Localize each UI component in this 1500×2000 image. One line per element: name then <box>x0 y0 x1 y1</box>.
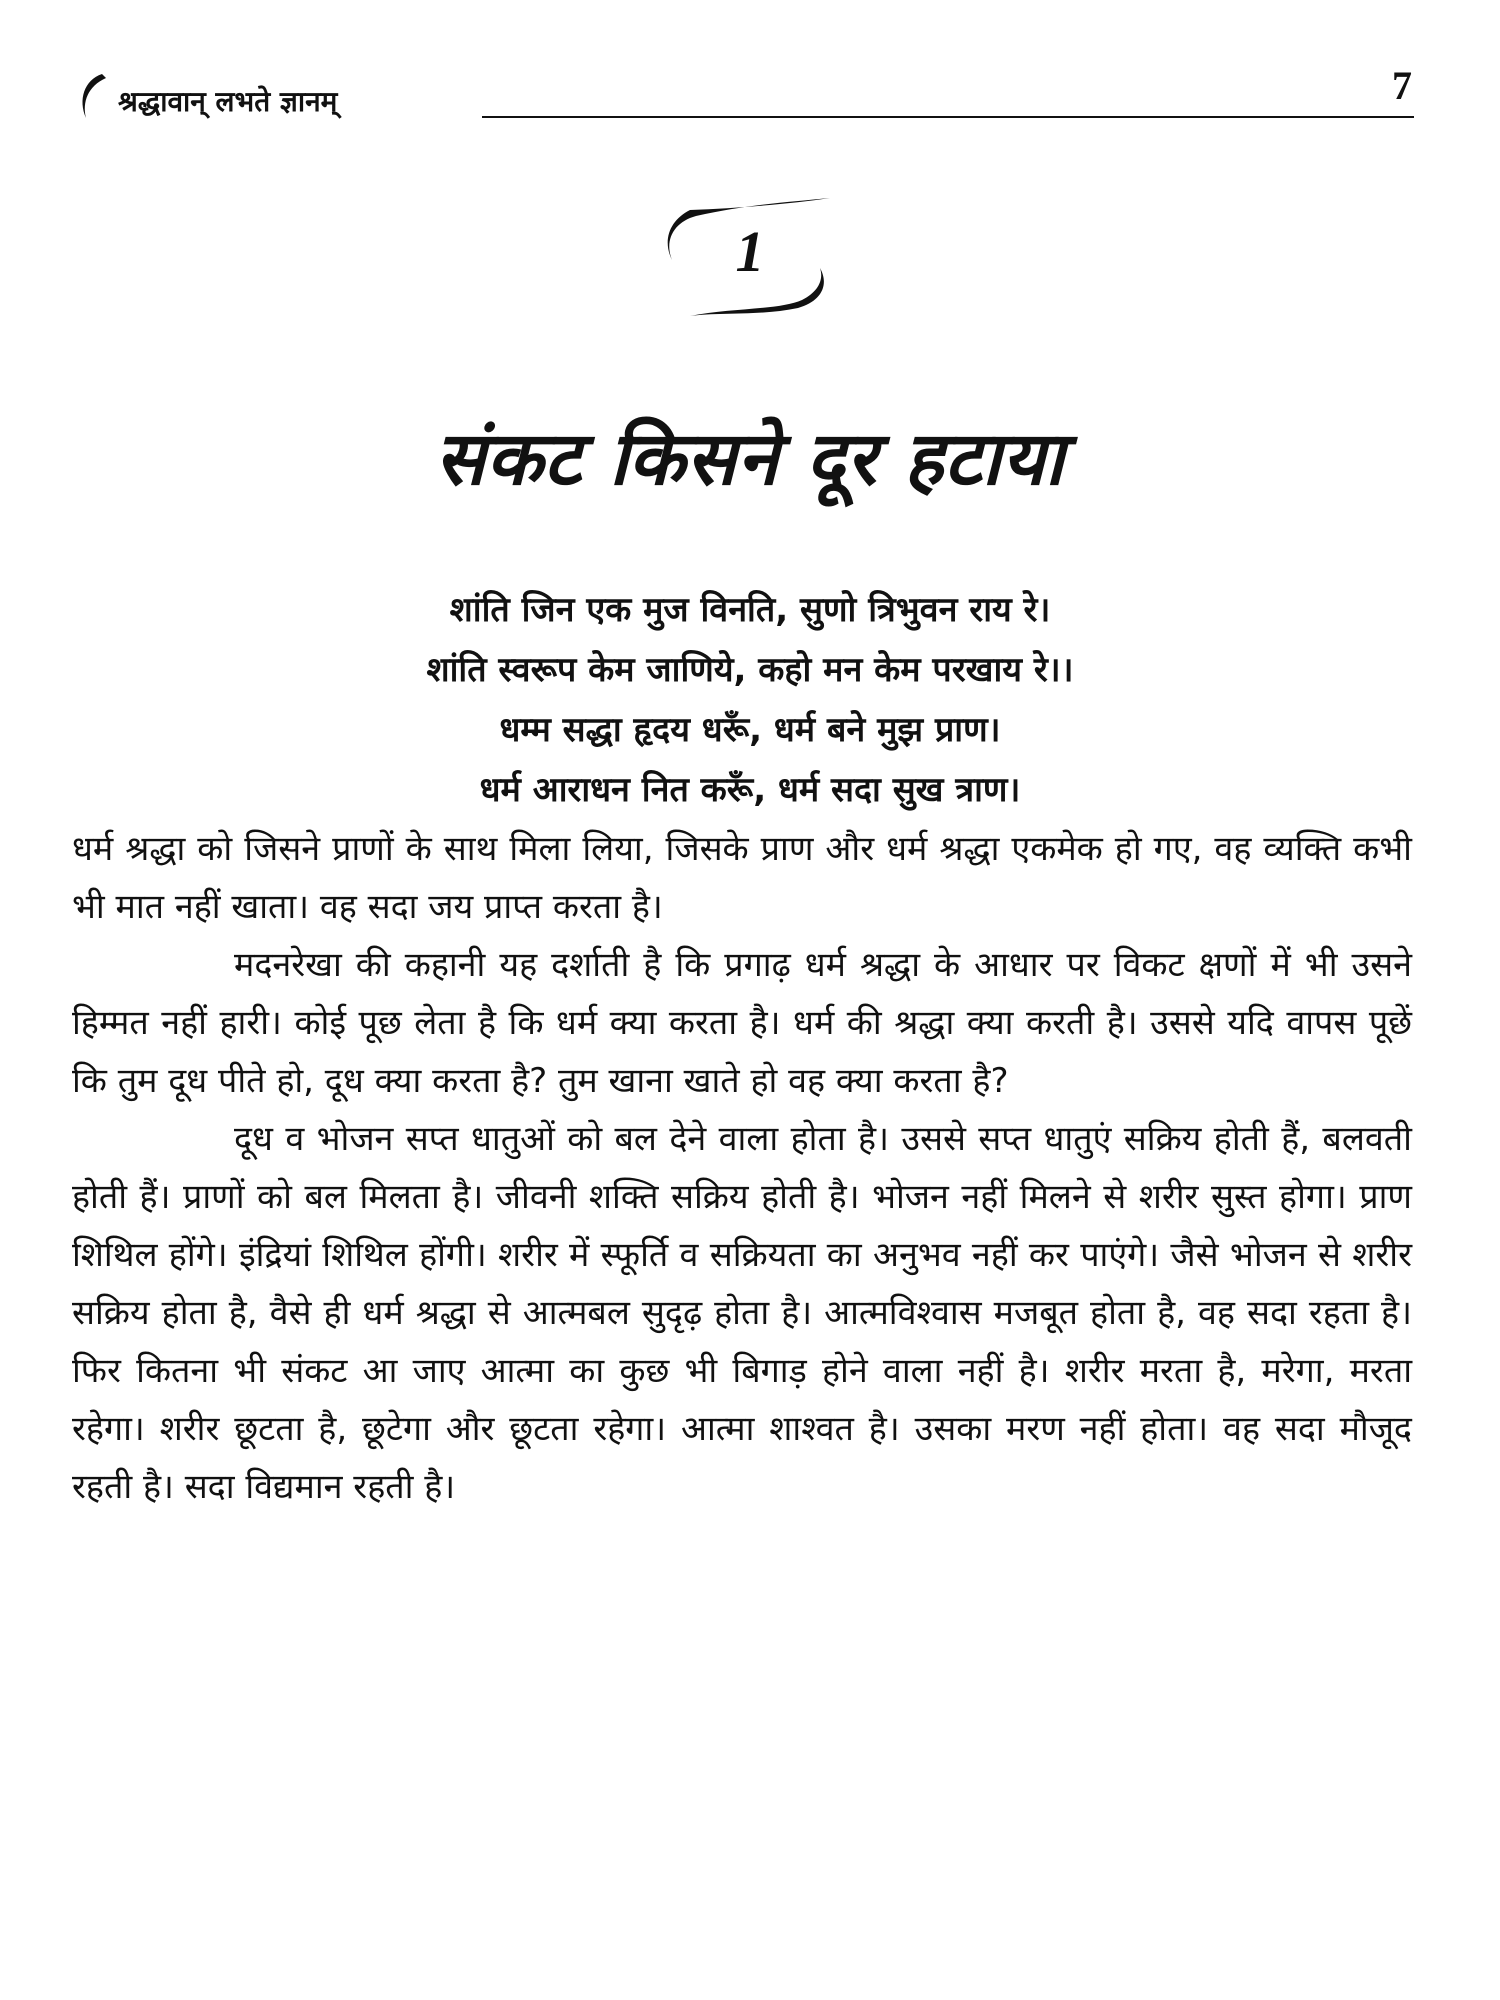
verse-line: शांति स्वरूप केम जाणिये, कहो मन केम परखाय रे।। <box>426 650 1074 690</box>
paragraph: धर्म श्रद्धा को जिसने प्राणों के साथ मिला लिया, जिसके प्राण और धर्म श्रद्धा एकमेक हो गए, वह व्यक्ति कभी भी मात नहीं खाता। वह सदा जय प्राप्त करता है। <box>72 829 1412 927</box>
page-number: 7 <box>1392 63 1412 108</box>
chapter-number-emblem <box>630 180 870 330</box>
running-header-title: श्रद्धावान् लभते ज्ञानम् <box>118 85 338 118</box>
chapter-number: 1 <box>735 219 765 284</box>
chapter-title: संकट किसने दूर हटाया <box>435 416 1065 502</box>
verse-line: धम्म सद्धा हृदय धरूँ, धर्म बने मुझ प्राण। <box>499 710 1001 750</box>
paragraph: दूध व भोजन सप्त धातुओं को बल देने वाला होता है। उससे सप्त धातुएं सक्रिय होती हैं, बलवती होती हैं। प्राणों को बल मिलता है। जीवनी शक्ति सक्रिय होती है। भोजन नहीं मिलने से शरीर सुस्त होगा। प्राण शिथिल होंगे। इंद्रियां शिथिल होंगी। शरीर में स्फूर्ति व सक्रियता का अनुभव नहीं कर पाएंगे। जैसे भोजन से शरीर सक्रिय होता है, वैसे ही धर्म श्रद्धा से आत्मबल सुदृढ़ होता है। आत्मविश्वास मजबूत होता है, वह सदा रहता है। फिर कितना भी संकट आ जाए आत्मा का कुछ भी बिगाड़ होने वाला नहीं है। शरीर मरता है, मरेगा, मरता रहेगा। शरीर छूटता है, छूटेगा और छूटता रहेगा। आत्मा शाश्वत है। उसका मरण नहीं होता। वह सदा मौजूद रहती है। सदा विद्यमान रहती है। <box>72 1119 1412 1507</box>
verse-block <box>0 580 1500 820</box>
verse-line: धर्म आराधन नित करूँ, धर्म सदा सुख त्राण। <box>479 770 1021 810</box>
paragraph: मदनरेखा की कहानी यह दर्शाती है कि प्रगाढ़ धर्म श्रद्धा के आधार पर विकट क्षणों में भी उसने हिम्मत नहीं हारी। कोई पूछ लेता है कि धर्म क्या करता है। धर्म की श्रद्धा क्या करती है। उससे यदि वापस पूछें कि तुम दूध पीते हो, दूध क्या करता है? तुम खाना खाते हो वह क्या करता है? <box>72 945 1412 1101</box>
header-rule <box>482 116 1414 118</box>
verse-line: शांति जिन एक मुज विनति, सुणो त्रिभुवन राय रे। <box>449 590 1051 630</box>
running-header <box>72 62 1412 132</box>
body-text <box>72 820 1412 1516</box>
